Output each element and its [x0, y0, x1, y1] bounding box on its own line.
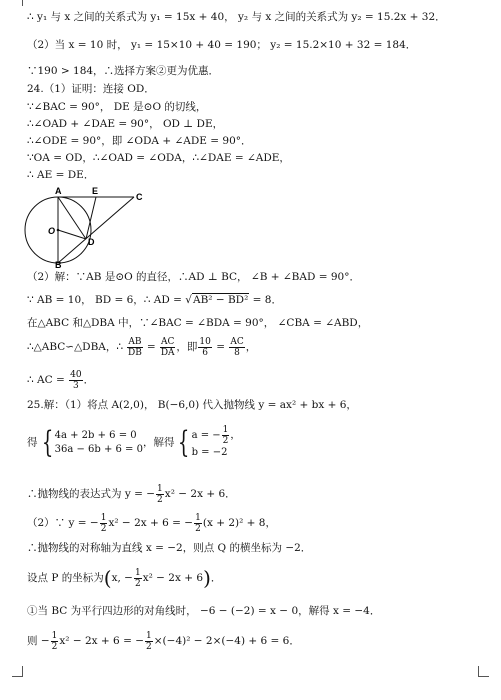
denominator: DA — [160, 347, 175, 358]
denominator: 8 — [234, 347, 240, 358]
text: ∴△ABC∽△DBA，∴ — [27, 341, 124, 353]
text: （2）∵ y = − — [27, 517, 99, 529]
denominator: 2 — [134, 578, 141, 589]
crop-mark-top-left — [22, 0, 23, 6]
line-q24-similar-ratio — [27, 334, 256, 360]
line-q24-step4: ∵OA = OD，∴∠OAD = ∠ODA，∴∠DAE = ∠ADE， — [27, 152, 290, 164]
numerator: 1 — [146, 630, 152, 641]
text: 设点 P 的坐标为 — [27, 572, 104, 584]
crop-mark-bottom-left — [12, 666, 23, 677]
numerator: 40 — [70, 369, 82, 380]
text: ∴ AC = — [27, 374, 69, 386]
text: ，解得 — [142, 436, 175, 449]
solution-a — [192, 425, 241, 446]
line-q25-case1-calc — [27, 628, 300, 654]
numerator: 1 — [100, 512, 107, 523]
text: x² − 2x + 6 = − — [59, 635, 145, 647]
denominator: 3 — [72, 380, 79, 391]
line-q25-case1: ①当 BC 为平行四边形的对角线时， −6 − (−2) = x − 0，解得 x = −4． — [27, 605, 381, 617]
line-conclusion-plan: ∵190 > 184，∴选择方案②更为优惠． — [27, 65, 220, 77]
paren-left: ( — [103, 566, 112, 590]
line-q25-axis: ∴抛物线的对称轴为直线 x = −2，则点 Q 的横坐标为 −2． — [27, 542, 312, 554]
paren-right: ) — [203, 566, 211, 590]
denominator: DB — [128, 347, 142, 358]
sqrt-sign: √ — [185, 294, 192, 306]
text: ． — [83, 374, 95, 386]
numerator: AC — [161, 336, 175, 347]
line-q24-ac-result — [27, 367, 94, 393]
text: x² − 2x + 6 — [142, 572, 204, 584]
text: x² − 2x + 6 = − — [108, 517, 194, 529]
text: x, − — [111, 572, 133, 584]
label-c: C — [136, 192, 143, 202]
fraction-1-2 — [145, 631, 153, 652]
line-q24-part2: （2）解：∵AB 是⊙O 的直径，∴AD ⊥ BC， ∠B + ∠BAD = 90°． — [27, 271, 360, 283]
text: 则 − — [27, 635, 50, 647]
fraction-1-2 — [51, 631, 59, 652]
denominator: 2 — [100, 523, 107, 534]
denominator: 2 — [157, 494, 163, 505]
numerator: 1 — [195, 512, 201, 523]
equals: = — [212, 341, 229, 353]
numerator: 10 — [199, 336, 211, 347]
solution-system — [192, 425, 241, 460]
equals: = — [143, 341, 160, 353]
line-part2-calc: （2）当 x = 10 时， y₁ = 15×10 + 40 = 190； y₂ = 15.2×10 + 32 = 184． — [27, 39, 417, 51]
line-q24-step5: ∴ AE = DE． — [27, 169, 95, 181]
point-o — [57, 229, 60, 232]
text: ∴抛物线的表达式为 y = − — [27, 488, 156, 500]
numerator: AB — [128, 336, 142, 347]
line-relation-y1-y2: ∴ y₁ 与 x 之间的关系式为 y₁ = 15x + 40， y₂ 与 x 之间的关系式为 y₂ = 15.2x + 32． — [27, 11, 446, 23]
label-a: A — [55, 186, 62, 196]
text: = 8． — [249, 294, 282, 306]
denominator: 2 — [195, 523, 201, 534]
text: ∵ AB = 10， BD = 6，∴ AD = — [27, 294, 186, 306]
geometry-figure — [24, 184, 154, 268]
equation-1: 4a + 2b + 6 = 0 — [54, 429, 137, 441]
fraction-40-3 — [69, 370, 82, 391]
line-q24-step2: ∴∠OAD + ∠DAE = 90°， OD ⊥ DE， — [27, 118, 224, 130]
equation-2: 36a − 6b + 6 = 0 — [54, 443, 143, 455]
text: ， — [245, 341, 257, 353]
label-o: O — [48, 226, 56, 236]
line-q25-system — [27, 425, 240, 460]
segment-od — [58, 230, 86, 239]
fraction-1-2 — [156, 484, 164, 505]
line-q25-point-p — [27, 565, 221, 591]
numerator: 1 — [157, 483, 163, 494]
numerator: 1 — [51, 630, 58, 641]
fraction-ab-db — [127, 337, 142, 358]
text: (x + 2)² + 8， — [202, 517, 276, 529]
numerator: 1 — [134, 567, 141, 578]
fraction-1-2 — [134, 568, 142, 589]
line-q25-expression — [27, 482, 236, 506]
fraction-1-2 — [194, 513, 202, 534]
text: ， — [230, 430, 241, 441]
denominator: 2 — [146, 641, 152, 652]
text: ×(−4)² − 2×(−4) + 6 = 6． — [153, 635, 300, 647]
line-q24-ad-length — [27, 293, 282, 307]
denominator: 2 — [51, 641, 58, 652]
text: ，即 — [176, 341, 198, 353]
text: 得 — [27, 436, 38, 449]
crop-mark-bottom-right — [478, 666, 489, 677]
line-q25-vertex-form — [27, 511, 276, 535]
fraction-1-2 — [222, 425, 230, 446]
text: x² − 2x + 6． — [164, 488, 236, 500]
numerator: 1 — [222, 425, 229, 435]
fraction-10-6 — [198, 337, 211, 358]
line-q25-intro: 25.解：（1）将点 A(2,0)， B(−6,0) 代入抛物线 y = ax² + bx + 6， — [27, 399, 357, 411]
fraction-1-2 — [100, 513, 108, 534]
line-q24-proof-start: 24.（1）证明：连接 OD． — [27, 83, 155, 95]
denominator: 6 — [202, 347, 208, 358]
sqrt-radicand: AB² − BD² — [192, 294, 249, 306]
brace-left: { — [41, 424, 53, 460]
fraction-ac-8 — [229, 337, 244, 358]
label-b: B — [55, 260, 62, 268]
fraction-ac-da — [160, 337, 175, 358]
numerator: AC — [230, 336, 244, 347]
label-e: E — [92, 186, 99, 196]
segment-bc — [58, 197, 134, 263]
line-q24-step3: ∴∠ODE = 90°，即 ∠ODA + ∠ADE = 90°． — [27, 135, 252, 147]
label-d: D — [88, 237, 95, 247]
brace-left: { — [178, 424, 190, 460]
equation-system — [55, 429, 143, 457]
solution-b: b = −2 — [191, 447, 228, 458]
text: ． — [210, 572, 222, 584]
line-q24-similar-setup: 在△ABC 和△DBA 中，∵∠BAC = ∠BDA = 90°， ∠CBA = ∠ABD， — [27, 317, 369, 329]
segment-ad — [58, 197, 86, 239]
line-q24-step1: ∵∠BAC = 90°， DE 是⊙O 的切线， — [27, 101, 207, 113]
denominator: 2 — [222, 436, 229, 446]
text: a = − — [191, 430, 221, 441]
